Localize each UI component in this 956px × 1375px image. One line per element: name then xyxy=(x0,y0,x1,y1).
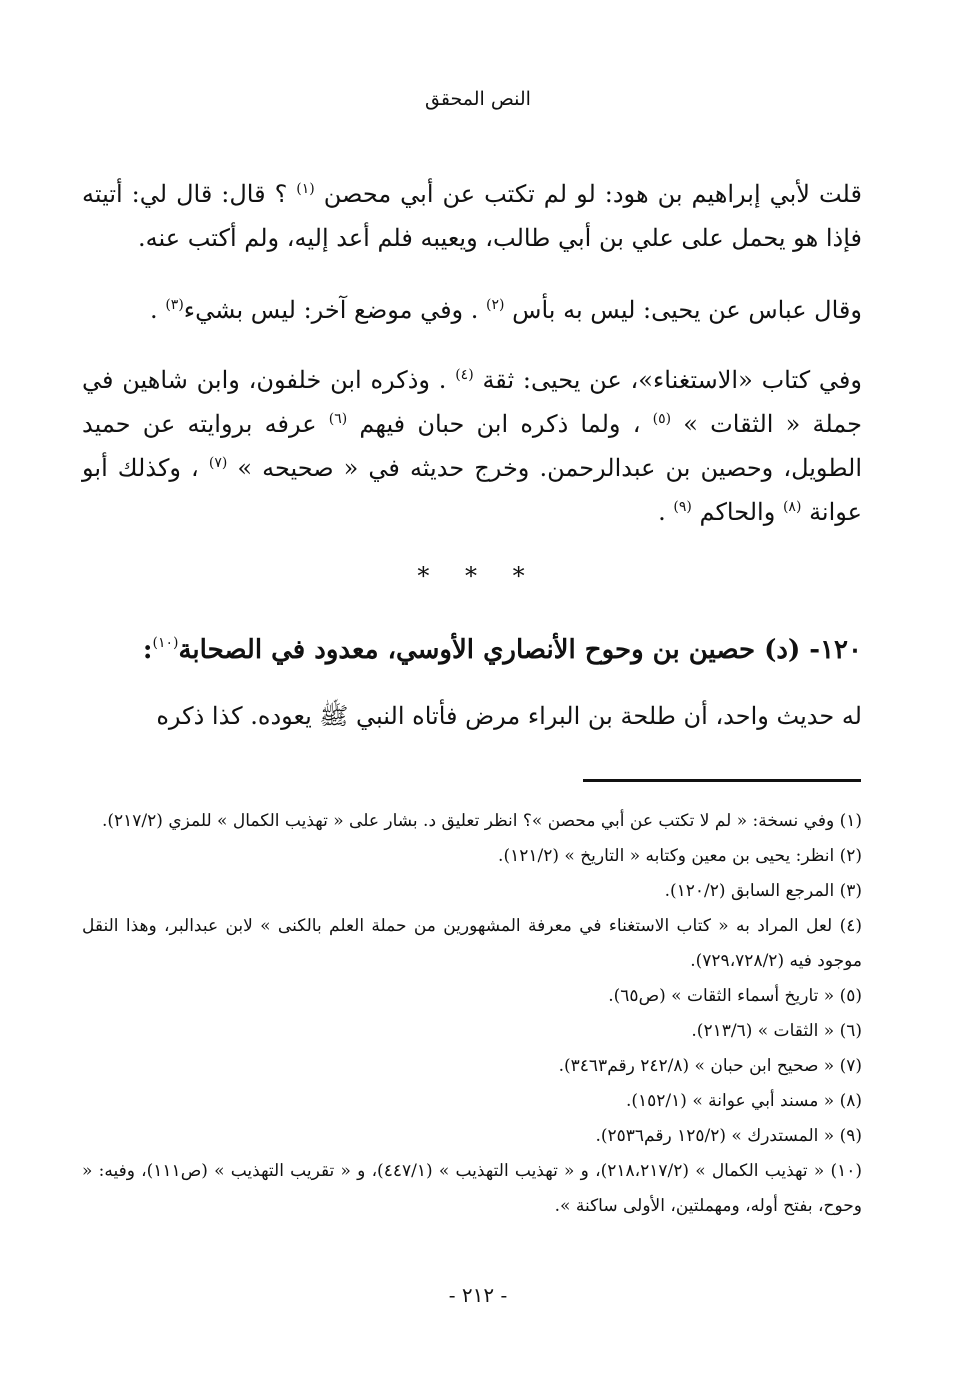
entry-paragraph xyxy=(82,694,862,738)
footnote-ref-10[interactable]: (١٠) xyxy=(152,635,179,651)
entry-text: له حديث واحد، أن طلحة بن البراء مرض فأتاه النبي ﷺ يعوده. كذا ذكره xyxy=(156,702,862,730)
paragraph-text: ، ولما ذكره ابن حبان فيهم xyxy=(359,410,641,438)
paragraph-text: ، وكذلك أبو عوانة xyxy=(82,454,862,526)
paragraph-text: . وفي موضع آخر: ليس بشيء xyxy=(183,296,479,324)
running-head: النص المحقق xyxy=(425,88,531,110)
footnote-3: (٣) المرجع السابق (١٢٠/٢). xyxy=(664,881,862,901)
paragraph-text: قلت لأبي إبراهيم بن هود: لو لم تكتب عن أبي محصن xyxy=(323,180,862,208)
footnote-10: (١٠) « تهذيب الكمال » (٢١٨،٢١٧/٢)، و « تهذيب التهذيب » (٤٤٧/١)، و « تقريب التهذيب » (ص١١١)، وفيه: « وحوح، بفتح أوله، ومهملتين، الأولى ساكنة ». xyxy=(82,1161,862,1216)
footnote-6: (٦) « الثقات » (٢١٣/٦). xyxy=(691,1021,862,1041)
footnote-ref-4[interactable]: (٤) xyxy=(455,367,474,383)
footnote-ref-1[interactable]: (١) xyxy=(296,181,315,197)
entry-title: ١٢٠- (د) حصين بن وحوح الأنصاري الأوسي، معدود في الصحابة xyxy=(178,635,862,665)
paragraph-text: . وذكره ابن خلفون، وابن شاهين في جملة « الثقات » xyxy=(82,366,862,438)
paragraph-text: والحاكم xyxy=(699,498,776,526)
footnote-9: (٩) « المستدرك » (١٢٥/٢ رقم٢٥٣٦). xyxy=(595,1126,862,1146)
footnote-ref-7[interactable]: (٧) xyxy=(208,455,228,471)
paragraph-3 xyxy=(82,358,862,534)
footnote-7: (٧) « صحيح ابن حبان » (٢٤٢/٨ رقم٣٤٦٣). xyxy=(558,1056,862,1076)
footnotes xyxy=(82,804,862,1224)
footnote-separator xyxy=(583,779,861,782)
entry-heading xyxy=(82,630,862,670)
paragraph-text: ؟ قال: قال لي: أتيته فإذا هو يحمل على علي بن أبي طالب، ويعيبه فلم أعد إليه، ولم أكتب عنه. xyxy=(82,180,862,252)
paragraph-text: . xyxy=(658,498,666,526)
footnote-5: (٥) « تاريخ أسماء الثقات » (ص٦٥). xyxy=(608,986,862,1006)
section-ornament: * * * xyxy=(417,562,539,590)
footnote-2: (٢) انظر: يحيى بن معين وكتابه « التاريخ » (١٢١/٢). xyxy=(498,846,862,866)
footnote-4: (٤) لعل المراد به « كتاب الاستغناء في معرفة المشهورين من حملة العلم بالكنى » لابن عبدالبر، وهذا النقل موجود فيه (٧٢٩،٧٢٨/٢). xyxy=(82,916,862,971)
footnote-ref-2[interactable]: (٢) xyxy=(486,297,505,313)
page-number: - ٢١٢ - xyxy=(448,1283,508,1307)
paragraph-text: وقال عباس عن يحيى: ليس به بأس xyxy=(512,296,862,324)
footnote-ref-3[interactable]: (٣) xyxy=(165,297,184,313)
footnote-ref-8[interactable]: (٨) xyxy=(782,499,802,515)
footnote-ref-9[interactable]: (٩) xyxy=(673,499,692,515)
footnote-ref-5[interactable]: (٥) xyxy=(652,411,672,427)
paragraph-text: عرفه بروايته عن حميد الطويل، وحصين بن عبدالرحمن. وخرج حديثه في « صحيحه » xyxy=(82,410,862,482)
footnote-8: (٨) « مسند أبي عوانة » (١٥٢/١). xyxy=(625,1091,862,1111)
paragraph-text: . xyxy=(150,296,158,324)
paragraph-1 xyxy=(82,172,862,260)
entry-colon: : xyxy=(142,635,153,665)
footnote-1: (١) وفي نسخة: « لم لا تكتب عن أبي محصن »؟ انظر تعليق د. بشار على « تهذيب الكمال » للمزي (٢١٧/٢). xyxy=(101,811,862,831)
paragraph-text: وفي كتاب «الاستغناء»، عن يحيى: ثقة xyxy=(482,366,862,394)
footnote-ref-6[interactable]: (٦) xyxy=(328,411,348,427)
paragraph-2 xyxy=(82,288,862,332)
